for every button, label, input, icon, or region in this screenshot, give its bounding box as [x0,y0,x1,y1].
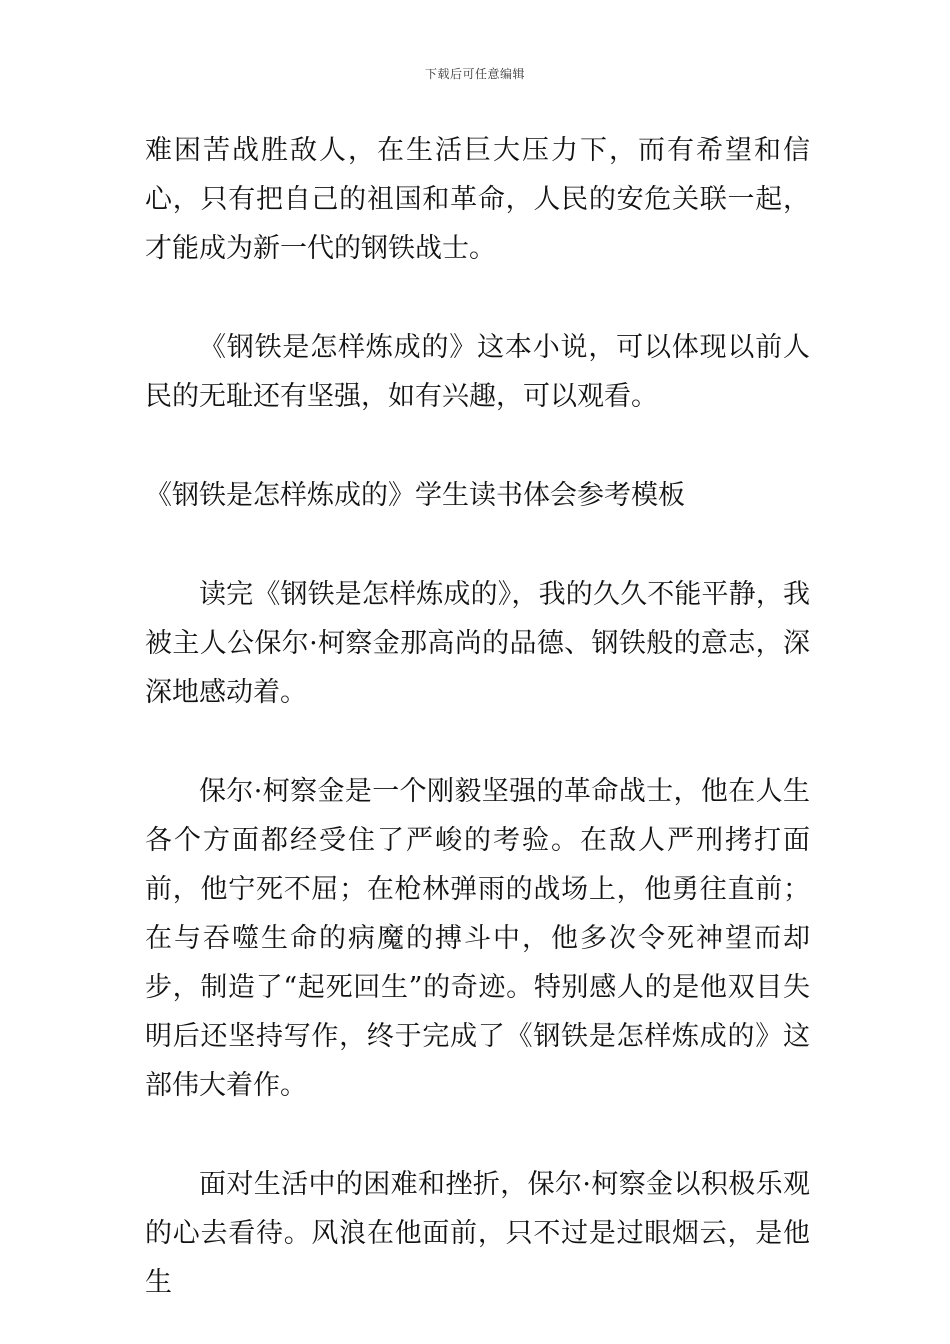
paragraph-intro: 读完《钢铁是怎样炼成的》，我的久久不能平静，我被主人公保尔·柯察金那高尚的品德、钢铁般的意志，深深地感动着。 [145,579,810,708]
paragraph-continuation: 难困苦战胜敌人，在生活巨大压力下，而有希望和信心，只有把自己的祖国和革命，人民的安危关联一起，才能成为新一代的钢铁战士。 [145,135,810,264]
document-body [145,126,810,1307]
section-title: 《钢铁是怎样炼成的》学生读书体会参考模板 [145,480,685,511]
page-header: 下载后可任意编辑 [424,67,525,81]
paragraph-attitude: 面对生活中的困难和挫折，保尔·柯察金以积极乐观的心去看待。风浪在他面前，只不过是过眼烟云，是他生 [145,1169,810,1298]
paragraph-novel-summary: 《钢铁是怎样炼成的》这本小说，可以体现以前人民的无耻还有坚强，如有兴趣，可以观看。 [145,332,810,412]
paragraph-character: 保尔·柯察金是一个刚毅坚强的革命战士，他在人生各个方面都经受住了严峻的考验。在敌人严刑拷打面前，他宁死不屈；在枪林弹雨的战场上，他勇往直前；在与吞噬生命的病魔的搏斗中，他多次令死神望而却步，制造了“起死回生”的奇迹。特别感人的是他双目失明后还坚持写作，终于完成了《钢铁是怎样炼成的》这部伟大着作。 [145,776,810,1101]
